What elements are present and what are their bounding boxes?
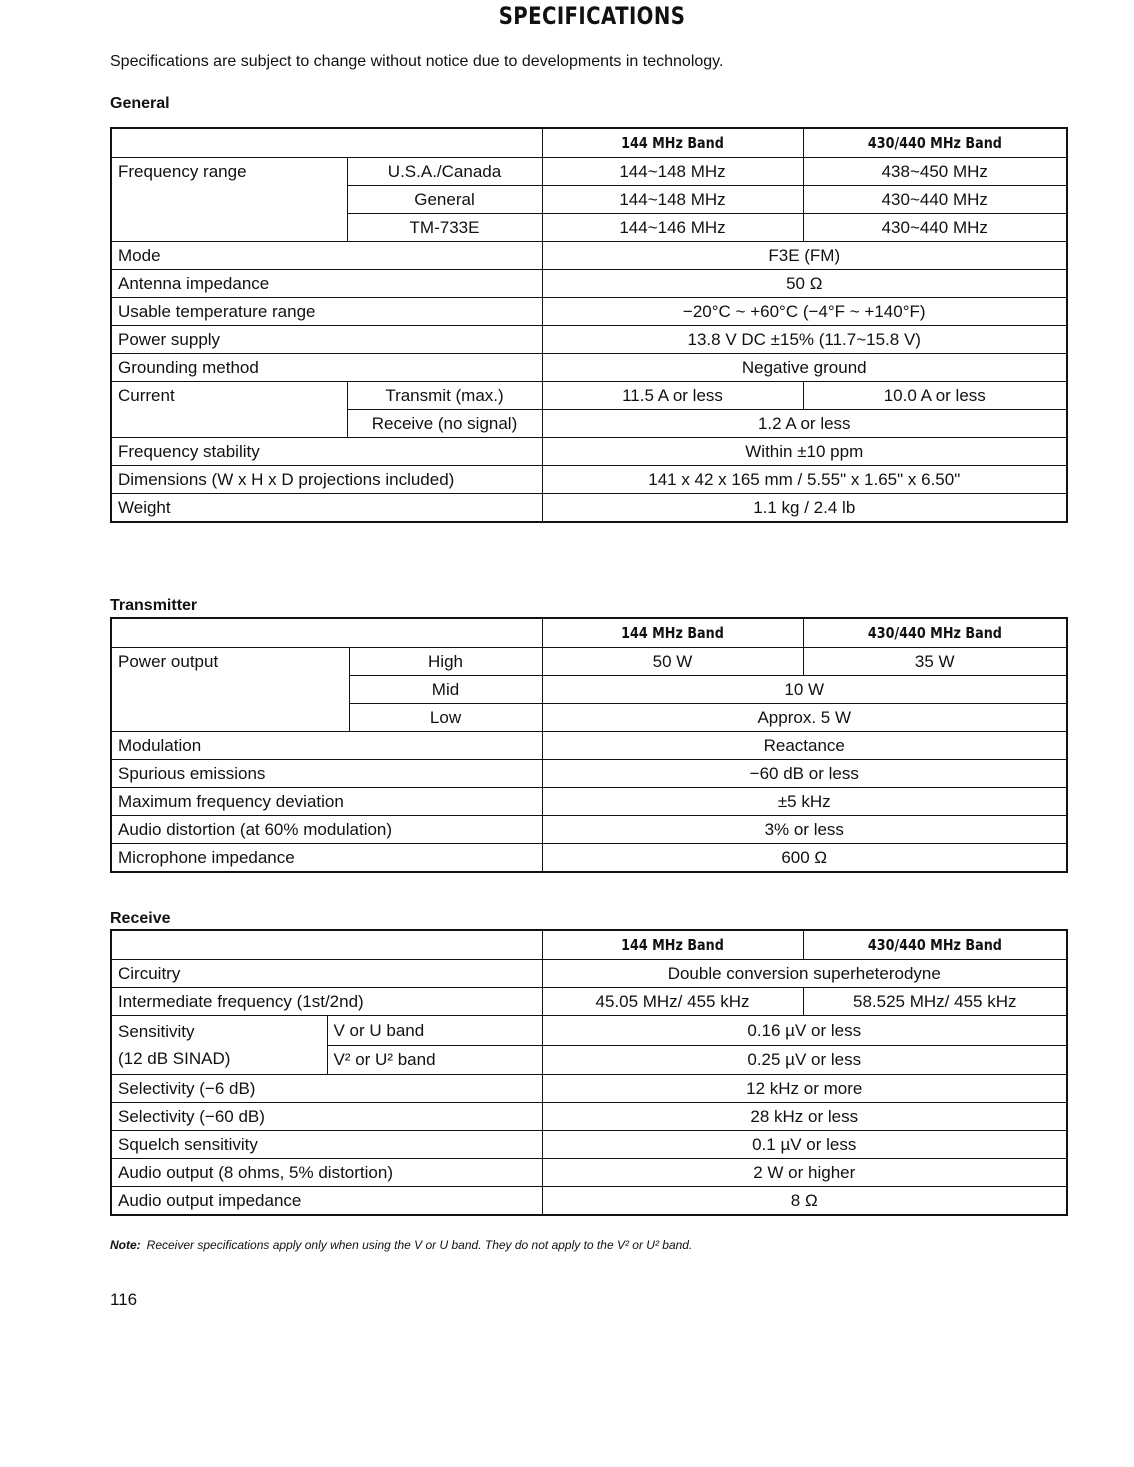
table-row — [111, 788, 1067, 816]
cell-value: 1.1 kg / 2.4 lb — [542, 494, 1067, 523]
row-label: Selectivity (−60 dB) — [111, 1103, 542, 1131]
intro-text: Specifications are subject to change without notice due to developments in technology. — [110, 53, 724, 70]
cell-value: 2 W or higher — [542, 1159, 1067, 1187]
row-label: Power supply — [111, 326, 542, 354]
cell-value: 12 kHz or more — [542, 1075, 1067, 1103]
table-row — [111, 732, 1067, 760]
table-row — [111, 1187, 1067, 1216]
cell-value: 1.2 A or less — [542, 410, 1067, 438]
row-label: Mode — [111, 242, 542, 270]
cell-value: 144~146 MHz — [542, 214, 803, 242]
transmitter-table — [110, 617, 1068, 873]
cell-value: 0.25 µV or less — [542, 1045, 1067, 1075]
table-row — [111, 648, 1067, 676]
sub-label: High — [349, 648, 542, 676]
sub-label: Transmit (max.) — [347, 382, 542, 410]
column-header-144: 144 MHz Band — [621, 936, 724, 954]
row-label: Antenna impedance — [111, 270, 542, 298]
receive-heading: Receive — [110, 910, 171, 927]
column-header-430: 430/440 MHz Band — [867, 624, 1002, 642]
sub-label: V or U band — [327, 1016, 542, 1046]
table-row — [111, 844, 1067, 873]
region-label: General — [347, 186, 542, 214]
cell-value: 144~148 MHz — [542, 158, 803, 186]
row-label: Squelch sensitivity — [111, 1131, 542, 1159]
sub-label: V² or U² band — [327, 1045, 542, 1075]
cell-value: Negative ground — [542, 354, 1067, 382]
general-table — [110, 127, 1068, 523]
cell-value: 3% or less — [542, 816, 1067, 844]
cell-value: 45.05 MHz/ 455 kHz — [542, 988, 803, 1016]
table-row — [111, 760, 1067, 788]
row-label: Audio output (8 ohms, 5% distortion) — [111, 1159, 542, 1187]
cell-value: 58.525 MHz/ 455 kHz — [803, 988, 1067, 1016]
row-label: Spurious emissions — [111, 760, 542, 788]
row-label: Current — [111, 382, 347, 410]
row-label: Maximum frequency deviation — [111, 788, 542, 816]
cell-value: 11.5 A or less — [542, 382, 803, 410]
cell-value: 0.1 µV or less — [542, 1131, 1067, 1159]
table-row — [111, 326, 1067, 354]
table-row — [111, 242, 1067, 270]
cell-value: 430~440 MHz — [803, 214, 1067, 242]
table-row — [111, 1016, 1067, 1046]
cell-value: 0.16 µV or less — [542, 1016, 1067, 1046]
cell-value: 35 W — [803, 648, 1067, 676]
row-label: Frequency stability — [111, 438, 542, 466]
row-label: Usable temperature range — [111, 298, 542, 326]
table-row — [111, 494, 1067, 523]
table-row — [111, 128, 1067, 158]
table-row — [111, 1103, 1067, 1131]
table-row — [111, 270, 1067, 298]
note-text: Receiver specifications apply only when using the V or U band. They do not apply to the V² or U² band. — [146, 1238, 693, 1252]
sensitivity-label: Sensitivity — [118, 1022, 195, 1041]
cell-value: 600 Ω — [542, 844, 1067, 873]
column-header-144: 144 MHz Band — [621, 134, 724, 152]
row-label: Circuitry — [111, 960, 542, 988]
row-label: Audio output impedance — [111, 1187, 542, 1216]
table-row — [111, 816, 1067, 844]
cell-value: Approx. 5 W — [542, 704, 1067, 732]
cell-value: −60 dB or less — [542, 760, 1067, 788]
row-label: Dimensions (W x H x D projections included) — [111, 466, 542, 494]
cell-value: F3E (FM) — [542, 242, 1067, 270]
table-row — [111, 410, 1067, 438]
row-label: Microphone impedance — [111, 844, 542, 873]
cell-value: 438~450 MHz — [803, 158, 1067, 186]
table-row — [111, 1159, 1067, 1187]
cell-value: 50 W — [542, 648, 803, 676]
note-prefix: Note: — [110, 1238, 141, 1252]
table-row — [111, 466, 1067, 494]
cell-value: ±5 kHz — [542, 788, 1067, 816]
table-row — [111, 382, 1067, 410]
row-label: Modulation — [111, 732, 542, 760]
table-row — [111, 930, 1067, 960]
cell-value: Double conversion superheterodyne — [542, 960, 1067, 988]
cell-value: 10 W — [542, 676, 1067, 704]
cell-value: 13.8 V DC ±15% (11.7~15.8 V) — [542, 326, 1067, 354]
page-title: SPECIFICATIONS — [498, 2, 686, 30]
table-row — [111, 1131, 1067, 1159]
row-label: Selectivity (−6 dB) — [111, 1075, 542, 1103]
sub-label: Low — [349, 704, 542, 732]
table-row — [111, 354, 1067, 382]
cell-value: −20°C ~ +60°C (−4°F ~ +140°F) — [542, 298, 1067, 326]
cell-value: 141 x 42 x 165 mm / 5.55" x 1.65" x 6.50" — [542, 466, 1067, 494]
row-label: Audio distortion (at 60% modulation) — [111, 816, 542, 844]
row-label: Power output — [111, 648, 349, 676]
column-header-430: 430/440 MHz Band — [867, 936, 1002, 954]
sub-label: Mid — [349, 676, 542, 704]
table-row — [111, 988, 1067, 1016]
row-label: Frequency range — [111, 158, 347, 186]
cell-value: 50 Ω — [542, 270, 1067, 298]
column-header-430: 430/440 MHz Band — [867, 134, 1002, 152]
cell-value: 28 kHz or less — [542, 1103, 1067, 1131]
cell-value: 144~148 MHz — [542, 186, 803, 214]
table-row — [111, 960, 1067, 988]
cell-value: 10.0 A or less — [803, 382, 1067, 410]
receive-table — [110, 929, 1068, 1216]
table-row — [111, 438, 1067, 466]
general-heading: General — [110, 95, 170, 112]
table-row — [111, 158, 1067, 186]
cell-value: 8 Ω — [542, 1187, 1067, 1216]
column-header-144: 144 MHz Band — [621, 624, 724, 642]
page-number: 116 — [110, 1290, 138, 1309]
cell-value: 430~440 MHz — [803, 186, 1067, 214]
table-row — [111, 186, 1067, 214]
cell-value: Reactance — [542, 732, 1067, 760]
sensitivity-sinad-label: (12 dB SINAD) — [118, 1049, 231, 1068]
region-label: TM-733E — [347, 214, 542, 242]
transmitter-heading: Transmitter — [110, 597, 198, 614]
sub-label: Receive (no signal) — [347, 410, 542, 438]
footnote — [110, 1238, 692, 1252]
table-row — [111, 676, 1067, 704]
row-label: Grounding method — [111, 354, 542, 382]
table-row — [111, 1075, 1067, 1103]
table-row — [111, 704, 1067, 732]
row-label: Intermediate frequency (1st/2nd) — [111, 988, 542, 1016]
region-label: U.S.A./Canada — [347, 158, 542, 186]
table-row — [111, 298, 1067, 326]
row-label: Weight — [111, 494, 542, 523]
cell-value: Within ±10 ppm — [542, 438, 1067, 466]
table-row — [111, 618, 1067, 648]
table-row — [111, 214, 1067, 242]
